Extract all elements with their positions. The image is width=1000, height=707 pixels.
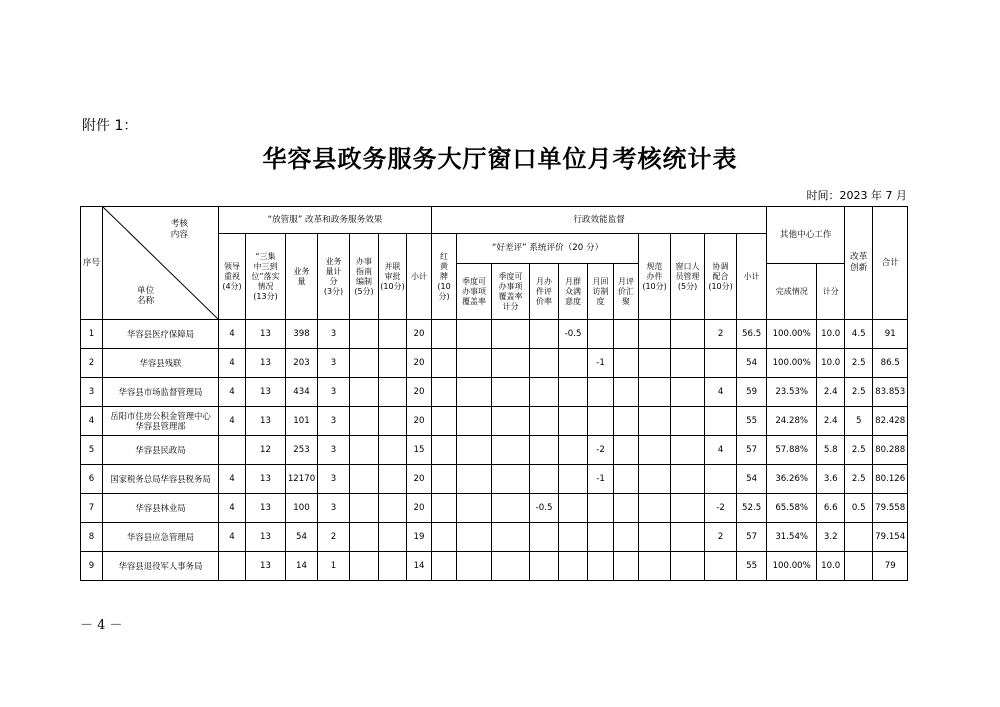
cell-value: 80.126 (873, 465, 908, 494)
cell-value (559, 407, 588, 436)
cell-value: 2 (705, 320, 737, 349)
cell-value: 14 (286, 552, 318, 581)
cell-value: 2.5 (845, 465, 873, 494)
header-fgf-col-2: “三集 中三到 位”落实 情况 (13分) (246, 234, 286, 320)
table-row (81, 320, 908, 349)
cell-value: 82.428 (873, 407, 908, 436)
cell-value: -1 (588, 349, 614, 378)
cell-value (219, 552, 246, 581)
cell-seq: 4 (81, 407, 103, 436)
cell-seq: 5 (81, 436, 103, 465)
cell-value (530, 552, 559, 581)
header-fgf-col-3: 业务 量 (286, 234, 318, 320)
cell-unit-name: 华容县医疗保障局 (103, 320, 219, 349)
cell-value: 13 (246, 494, 286, 523)
cell-value: 59 (737, 378, 767, 407)
cell-value (432, 552, 457, 581)
cell-value (492, 494, 530, 523)
cell-value: 19 (407, 523, 432, 552)
cell-unit-name: 华容县残联 (103, 349, 219, 378)
cell-value: 86.5 (873, 349, 908, 378)
cell-value (350, 378, 379, 407)
cell-value: 4 (705, 378, 737, 407)
cell-value (671, 349, 705, 378)
header-hongheipai: 红 黄 牌 (10分) (432, 234, 457, 320)
header-hcp-col-6: 月评 价汇 聚 (614, 264, 639, 320)
cell-value (639, 349, 671, 378)
cell-value (559, 436, 588, 465)
cell-value (350, 320, 379, 349)
cell-value: 3.6 (817, 465, 845, 494)
cell-value: 4 (219, 378, 246, 407)
cell-unit-name: 岳阳市住房公积金管理中心 华容县管理部 (103, 407, 219, 436)
header-chuangkou: 窗口人 员管理 (5分) (671, 234, 705, 320)
cell-value: 10.0 (817, 552, 845, 581)
cell-value (614, 349, 639, 378)
cell-value: 203 (286, 349, 318, 378)
cell-value: 20 (407, 465, 432, 494)
cell-value: 20 (407, 349, 432, 378)
cell-value: 2.5 (845, 436, 873, 465)
cell-seq: 6 (81, 465, 103, 494)
cell-value: 100 (286, 494, 318, 523)
cell-unit-name: 华容县民政局 (103, 436, 219, 465)
cell-value: 3 (318, 349, 350, 378)
cell-value: 10.0 (817, 320, 845, 349)
cell-value: 2.4 (817, 407, 845, 436)
header-haochaping: “好差评” 系统评价（20 分） (457, 234, 639, 264)
cell-value (559, 552, 588, 581)
cell-value: 20 (407, 320, 432, 349)
cell-value: 54 (286, 523, 318, 552)
cell-value (350, 552, 379, 581)
cell-value: 23.53% (767, 378, 817, 407)
cell-value: 2.5 (845, 349, 873, 378)
cell-value: 13 (246, 552, 286, 581)
cell-value (671, 523, 705, 552)
cell-value (350, 436, 379, 465)
cell-value (845, 523, 873, 552)
header-hcp-col-1: 季度可 办事项 覆盖率 (457, 264, 492, 320)
cell-value: 14 (407, 552, 432, 581)
cell-value: 5 (845, 407, 873, 436)
header-diag-top: 考核 内容 (170, 219, 188, 240)
cell-value (671, 494, 705, 523)
cell-value (530, 407, 559, 436)
cell-value (671, 407, 705, 436)
cell-value (614, 407, 639, 436)
cell-value: 2 (705, 523, 737, 552)
cell-value: 13 (246, 465, 286, 494)
cell-value (350, 349, 379, 378)
cell-value (588, 523, 614, 552)
cell-unit-name: 华容县林业局 (103, 494, 219, 523)
cell-value: 398 (286, 320, 318, 349)
cell-value (530, 320, 559, 349)
header-fgf-col-7: 小计 (407, 234, 432, 320)
cell-value (492, 436, 530, 465)
cell-value: 54 (737, 465, 767, 494)
table-body (81, 320, 908, 581)
cell-value (350, 407, 379, 436)
cell-value: 3 (318, 494, 350, 523)
cell-value (530, 349, 559, 378)
cell-seq: 7 (81, 494, 103, 523)
cell-value (639, 407, 671, 436)
cell-value: 20 (407, 378, 432, 407)
cell-value (639, 465, 671, 494)
header-group-fgf: “放管服” 改革和政务服务效果 (219, 207, 432, 234)
cell-value (379, 494, 407, 523)
cell-value: 4 (219, 523, 246, 552)
table-row (81, 523, 908, 552)
cell-value: 3 (318, 407, 350, 436)
cell-value: 54 (737, 349, 767, 378)
cell-value: 2.4 (817, 378, 845, 407)
cell-value: 4.5 (845, 320, 873, 349)
cell-value (559, 378, 588, 407)
cell-value: 253 (286, 436, 318, 465)
cell-value: 83.853 (873, 378, 908, 407)
cell-unit-name: 华容县应急管理局 (103, 523, 219, 552)
page-title: 华容县政务服务大厅窗口单位月考核统计表 (262, 144, 738, 173)
cell-seq: 3 (81, 378, 103, 407)
cell-value (457, 552, 492, 581)
cell-value (588, 407, 614, 436)
cell-value: -1 (588, 465, 614, 494)
cell-value: 57 (737, 436, 767, 465)
attachment-label: 附件 1： (82, 118, 138, 134)
cell-value (432, 320, 457, 349)
cell-value: 3 (318, 465, 350, 494)
cell-value: 12170 (286, 465, 318, 494)
cell-value: 79 (873, 552, 908, 581)
cell-value: 100.00% (767, 349, 817, 378)
header-hcp-col-2: 季度可 办事项 覆盖率 计分 (492, 264, 530, 320)
cell-value (639, 436, 671, 465)
header-seq: 序号 (81, 207, 103, 320)
page-number: － 4 － (80, 618, 123, 633)
cell-value: 57 (737, 523, 767, 552)
header-group-xzxn: 行政效能监督 (432, 207, 767, 234)
header-diagonal-cell (103, 207, 219, 320)
cell-value (457, 523, 492, 552)
cell-seq: 8 (81, 523, 103, 552)
cell-value: 52.5 (737, 494, 767, 523)
cell-value: 31.54% (767, 523, 817, 552)
header-diag-bottom: 单位 名称 (137, 285, 155, 307)
cell-value: -0.5 (559, 320, 588, 349)
cell-value (639, 552, 671, 581)
cell-value (639, 523, 671, 552)
header-total: 合计 (873, 207, 908, 320)
header-fgf-col-6: 并联 审批 (10分) (379, 234, 407, 320)
header-hcp-col-4: 月群 众满 意度 (559, 264, 588, 320)
cell-value: 80.288 (873, 436, 908, 465)
cell-value (432, 378, 457, 407)
cell-value (379, 436, 407, 465)
cell-value: 55 (737, 552, 767, 581)
cell-value: 4 (705, 436, 737, 465)
cell-value: 65.58% (767, 494, 817, 523)
cell-value (457, 407, 492, 436)
cell-value (492, 465, 530, 494)
header-fgf-col-1: 领导 重视 (4分) (219, 234, 246, 320)
cell-value (379, 407, 407, 436)
cell-value (845, 552, 873, 581)
cell-value (671, 436, 705, 465)
cell-value (379, 465, 407, 494)
cell-value (432, 465, 457, 494)
table-row (81, 465, 908, 494)
statistics-table (80, 206, 908, 581)
cell-value: 4 (219, 465, 246, 494)
cell-unit-name: 华容县市场监督管理局 (103, 378, 219, 407)
cell-value (639, 378, 671, 407)
cell-value (588, 552, 614, 581)
cell-value: 2.5 (845, 378, 873, 407)
cell-value: 13 (246, 320, 286, 349)
cell-value (614, 320, 639, 349)
cell-value: 3 (318, 320, 350, 349)
cell-value: -0.5 (530, 494, 559, 523)
cell-value (457, 378, 492, 407)
cell-value (379, 523, 407, 552)
cell-value (614, 436, 639, 465)
cell-value (492, 552, 530, 581)
cell-value: 91 (873, 320, 908, 349)
report-date: 时间：2023 年 7 月 (806, 189, 907, 202)
cell-value: 5.8 (817, 436, 845, 465)
header-reform: 改革 创新 (845, 207, 873, 320)
cell-value: 13 (246, 407, 286, 436)
cell-value (614, 465, 639, 494)
cell-value: 12 (246, 436, 286, 465)
cell-value: 79.558 (873, 494, 908, 523)
table-row (81, 407, 908, 436)
cell-value: 2 (318, 523, 350, 552)
header-group-other: 其他中心工作 (767, 207, 845, 264)
cell-value (530, 465, 559, 494)
cell-value: 10.0 (817, 349, 845, 378)
cell-value: 20 (407, 494, 432, 523)
cell-value (379, 552, 407, 581)
table-row (81, 436, 908, 465)
cell-value (492, 407, 530, 436)
cell-value (350, 494, 379, 523)
cell-value: 56.5 (737, 320, 767, 349)
diagonal-line (103, 207, 219, 320)
cell-value (705, 552, 737, 581)
cell-value (219, 436, 246, 465)
header-hcp-col-3: 月办 件评 价率 (530, 264, 559, 320)
cell-value (559, 465, 588, 494)
cell-value: 100.00% (767, 320, 817, 349)
cell-value: 79.154 (873, 523, 908, 552)
cell-unit-name: 国家税务总局华容县税务局 (103, 465, 219, 494)
header-xietiao: 协调 配合 (10分) (705, 234, 737, 320)
cell-value: 13 (246, 523, 286, 552)
cell-value: 6.6 (817, 494, 845, 523)
cell-value: -2 (705, 494, 737, 523)
cell-value (492, 320, 530, 349)
table-row (81, 552, 908, 581)
cell-value: 13 (246, 349, 286, 378)
cell-value (530, 436, 559, 465)
cell-value (457, 465, 492, 494)
cell-value (671, 552, 705, 581)
cell-value (492, 349, 530, 378)
header-hcp-col-5: 月回 访制 度 (588, 264, 614, 320)
cell-value: 4 (219, 349, 246, 378)
cell-value (492, 523, 530, 552)
cell-value (671, 320, 705, 349)
cell-value (559, 523, 588, 552)
cell-value (614, 378, 639, 407)
cell-value (432, 407, 457, 436)
header-guifan: 规范 办件 (10分) (639, 234, 671, 320)
cell-value (614, 552, 639, 581)
cell-value (492, 378, 530, 407)
cell-value (530, 523, 559, 552)
cell-value: 3.2 (817, 523, 845, 552)
cell-value: 434 (286, 378, 318, 407)
cell-value (350, 523, 379, 552)
cell-value (671, 465, 705, 494)
header-xiaoji-2: 小计 (737, 234, 767, 320)
cell-value (457, 320, 492, 349)
cell-seq: 9 (81, 552, 103, 581)
cell-value (588, 494, 614, 523)
cell-value (432, 523, 457, 552)
cell-value: 3 (318, 436, 350, 465)
cell-value (379, 378, 407, 407)
cell-value (614, 494, 639, 523)
cell-value (705, 407, 737, 436)
cell-value (639, 494, 671, 523)
cell-value: 1 (318, 552, 350, 581)
cell-value: 4 (219, 407, 246, 436)
cell-value (457, 436, 492, 465)
cell-value: 55 (737, 407, 767, 436)
table-row (81, 378, 908, 407)
cell-value (705, 465, 737, 494)
cell-value (614, 523, 639, 552)
cell-value: 15 (407, 436, 432, 465)
cell-value (671, 378, 705, 407)
cell-value (350, 465, 379, 494)
cell-value (432, 436, 457, 465)
cell-value (588, 378, 614, 407)
header-other-col-2: 计分 (817, 264, 845, 320)
cell-value: 0.5 (845, 494, 873, 523)
cell-value: 4 (219, 320, 246, 349)
cell-value (432, 349, 457, 378)
cell-seq: 2 (81, 349, 103, 378)
cell-value (559, 494, 588, 523)
cell-value: 20 (407, 407, 432, 436)
cell-value (559, 349, 588, 378)
cell-value: 4 (219, 494, 246, 523)
cell-value (379, 320, 407, 349)
cell-value (457, 494, 492, 523)
cell-value (588, 320, 614, 349)
cell-unit-name: 华容县退役军人事务局 (103, 552, 219, 581)
cell-value (705, 349, 737, 378)
cell-value: 101 (286, 407, 318, 436)
table-row (81, 349, 908, 378)
cell-value: 57.88% (767, 436, 817, 465)
cell-value: 100.00% (767, 552, 817, 581)
cell-seq: 1 (81, 320, 103, 349)
cell-value (530, 378, 559, 407)
table-row (81, 494, 908, 523)
cell-value: -2 (588, 436, 614, 465)
cell-value: 13 (246, 378, 286, 407)
cell-value: 24.28% (767, 407, 817, 436)
cell-value: 36.26% (767, 465, 817, 494)
cell-value: 3 (318, 378, 350, 407)
cell-value (457, 349, 492, 378)
cell-value (432, 494, 457, 523)
cell-value (639, 320, 671, 349)
cell-value (379, 349, 407, 378)
header-fgf-col-4: 业务 量计 分 (3分) (318, 234, 350, 320)
header-other-col-1: 完成情况 (767, 264, 817, 320)
header-fgf-col-5: 办事 指南 编制 (5分) (350, 234, 379, 320)
